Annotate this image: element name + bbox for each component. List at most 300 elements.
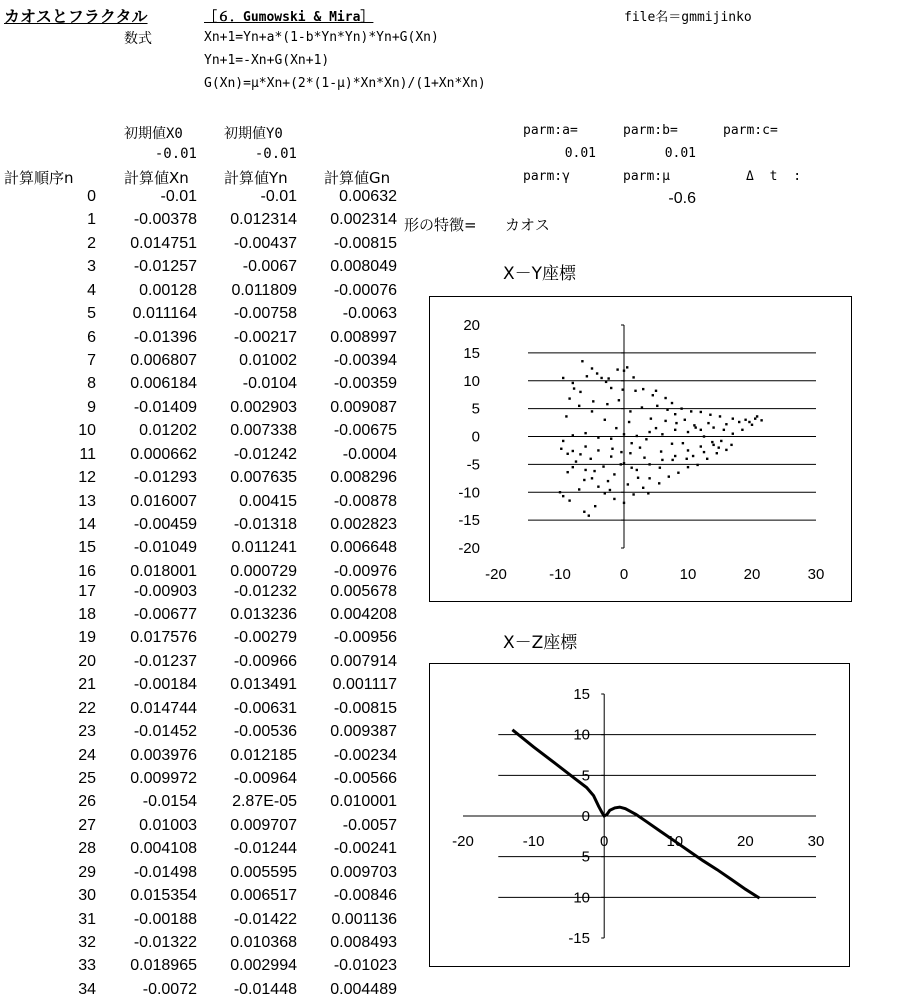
cell-xn[interactable]: 0.006807 — [130, 352, 197, 369]
row-index[interactable]: 22 — [78, 700, 96, 717]
row-index[interactable]: 15 — [78, 539, 96, 556]
data-point — [687, 449, 689, 451]
data-point — [643, 456, 645, 458]
data-point — [572, 450, 574, 452]
data-point — [568, 397, 570, 399]
row-index[interactable]: 16 — [78, 563, 96, 580]
data-point — [600, 377, 602, 379]
cell-yn[interactable]: 2.87E-05 — [232, 793, 297, 810]
cell-gn[interactable]: -0.00394 — [333, 352, 397, 369]
cell-gn[interactable]: 0.009387 — [330, 723, 397, 740]
row-index[interactable]: 11 — [79, 446, 96, 463]
data-point — [627, 483, 629, 485]
data-point — [622, 388, 624, 390]
cell-gn[interactable]: -0.00566 — [333, 770, 397, 787]
cell-xn[interactable]: 0.003976 — [130, 747, 197, 764]
chart-xz-plot — [430, 664, 849, 966]
param-dt-label: Δ t : — [746, 169, 806, 184]
data-point — [738, 421, 740, 423]
cell-xn[interactable]: 0.011164 — [132, 305, 197, 322]
cell-gn[interactable]: -0.00076 — [333, 282, 397, 299]
data-point — [648, 463, 650, 465]
cell-yn[interactable]: 0.00415 — [239, 493, 297, 510]
row-index[interactable]: 23 — [78, 723, 96, 740]
data-point — [628, 421, 630, 423]
row-index[interactable]: 32 — [78, 934, 96, 951]
cell-xn[interactable]: -0.01322 — [133, 934, 197, 951]
cell-xn[interactable]: -0.00459 — [133, 516, 197, 533]
data-point — [616, 368, 618, 370]
cell-xn[interactable]: -0.01409 — [133, 399, 197, 416]
data-point — [703, 435, 705, 437]
data-point — [725, 449, 727, 451]
data-point — [591, 477, 593, 479]
row-index[interactable]: 27 — [78, 817, 96, 834]
cell-yn[interactable]: -0.0067 — [242, 258, 297, 275]
cell-yn[interactable]: 0.002903 — [230, 399, 297, 416]
data-point — [655, 390, 657, 392]
x-tick-label: 20 — [743, 566, 761, 583]
data-point — [748, 421, 750, 423]
row-index[interactable]: 4 — [87, 282, 96, 299]
data-point — [666, 409, 668, 411]
data-point — [588, 514, 590, 516]
data-point — [664, 420, 666, 422]
data-point — [606, 403, 608, 405]
data-point — [562, 440, 564, 442]
data-point — [677, 472, 679, 474]
section-title: ［６．Gumowski & Mira］ — [204, 10, 374, 25]
cell-gn[interactable]: 0.008296 — [330, 469, 397, 486]
data-point — [636, 469, 638, 471]
cell-gn[interactable]: 0.008997 — [330, 329, 397, 346]
y-tick-label: -20 — [458, 540, 480, 557]
data-point — [584, 469, 586, 471]
data-point — [732, 417, 734, 419]
cell-xn[interactable]: -0.0072 — [142, 981, 197, 998]
data-point — [560, 448, 562, 450]
row-index[interactable]: 10 — [78, 422, 96, 439]
x-tick-label: 10 — [679, 566, 697, 583]
data-point — [730, 444, 732, 446]
cell-yn[interactable]: 0.011809 — [231, 282, 297, 299]
cell-gn[interactable]: -0.00976 — [333, 563, 397, 580]
cell-xn[interactable]: 0.015354 — [130, 887, 197, 904]
chart-xy-title: X－Y座標 — [503, 264, 577, 284]
formula-line-1: Xn+1=Yn+a*(1-b*Yn*Yn)*Yn+G(Xn) — [204, 30, 439, 45]
row-index[interactable]: 7 — [87, 352, 96, 369]
data-point — [687, 431, 689, 433]
cell-gn[interactable]: 0.002823 — [330, 516, 397, 533]
param-gamma-label: parm:γ — [523, 169, 570, 184]
cell-gn[interactable]: -0.00846 — [333, 887, 397, 904]
cell-gn[interactable]: -0.00241 — [333, 840, 397, 857]
cell-yn[interactable]: 0.013491 — [230, 676, 297, 693]
cell-xn[interactable]: -0.01257 — [133, 258, 197, 275]
row-index[interactable]: 2 — [87, 235, 96, 252]
data-point — [675, 422, 677, 424]
cell-gn[interactable]: -0.00956 — [333, 629, 397, 646]
data-point — [686, 458, 688, 460]
data-point — [613, 498, 615, 500]
data-point — [584, 445, 586, 447]
x-tick-label: -10 — [522, 833, 545, 850]
data-point — [594, 505, 596, 507]
cell-yn[interactable]: -0.00964 — [233, 770, 297, 787]
param-c-label: parm:c= — [723, 123, 778, 138]
cell-yn[interactable]: 0.010368 — [230, 934, 297, 951]
data-point — [566, 471, 568, 473]
data-point — [605, 381, 607, 383]
data-point — [641, 406, 643, 408]
y-tick-label: 20 — [463, 317, 480, 334]
row-index[interactable]: 14 — [78, 516, 96, 533]
cell-yn[interactable]: -0.00758 — [233, 305, 297, 322]
data-point — [590, 458, 592, 460]
data-point — [583, 511, 585, 513]
cell-gn[interactable]: -0.0063 — [342, 305, 397, 322]
y-tick-label: 0 — [471, 428, 480, 446]
data-point — [607, 480, 609, 482]
initial-x0-value[interactable]: -0.01 — [154, 146, 197, 162]
x-tick-label: -20 — [452, 833, 474, 850]
param-a-label: parm:a= — [523, 123, 578, 138]
cell-xn[interactable]: 0.014744 — [130, 700, 197, 717]
data-point — [696, 464, 698, 466]
row-index[interactable]: 26 — [78, 793, 96, 810]
chart-xy-box[interactable] — [429, 296, 852, 602]
page-title: カオスとフラクタル — [4, 7, 148, 26]
cell-gn[interactable]: -0.01023 — [333, 957, 397, 974]
cell-xn[interactable]: -0.00378 — [133, 211, 197, 228]
cell-xn[interactable]: 0.01003 — [139, 817, 197, 834]
cell-xn[interactable]: -0.00903 — [133, 583, 197, 600]
data-point — [712, 444, 714, 446]
data-point — [661, 459, 663, 461]
data-point — [712, 426, 714, 428]
y-tick-label: -5 — [466, 456, 480, 474]
cell-gn[interactable]: 0.009703 — [330, 864, 397, 881]
data-point — [611, 448, 613, 450]
y-tick-label: 5 — [581, 848, 590, 866]
data-point — [658, 482, 660, 484]
data-point — [566, 453, 568, 455]
cell-xn[interactable]: 0.017576 — [130, 629, 197, 646]
cell-yn[interactable]: 0.006517 — [230, 887, 297, 904]
data-point — [575, 460, 577, 462]
cell-xn[interactable]: 0.014751 — [130, 235, 197, 252]
formula-line-3: G(Xn)=μ*Xn+(2*(1-μ)*Xn*Xn)/(1+Xn*Xn) — [204, 76, 486, 91]
data-point — [579, 453, 581, 455]
header-n: 計算順序n — [4, 169, 74, 187]
row-index[interactable]: 21 — [78, 676, 96, 693]
y-tick-label: 10 — [573, 889, 590, 907]
row-index[interactable]: 33 — [78, 957, 96, 974]
data-point — [609, 489, 611, 491]
data-point — [660, 450, 662, 452]
row-index[interactable]: 8 — [87, 375, 96, 392]
file-name: file名＝gmmijinko — [624, 10, 752, 25]
cell-xn[interactable]: 0.01202 — [139, 422, 197, 439]
data-point — [751, 424, 753, 426]
data-point — [584, 432, 586, 434]
cell-yn[interactable]: -0.00631 — [233, 700, 297, 717]
data-point — [578, 488, 580, 490]
y-tick-label: -15 — [458, 512, 480, 530]
row-index[interactable]: 24 — [78, 747, 96, 764]
row-index[interactable]: 19 — [78, 629, 96, 646]
data-point — [610, 455, 612, 457]
row-index[interactable]: 34 — [78, 981, 96, 998]
cell-yn[interactable]: 0.012185 — [230, 747, 297, 764]
data-point — [647, 492, 649, 494]
cell-yn[interactable]: -0.00536 — [233, 723, 297, 740]
data-point — [655, 427, 657, 429]
y-tick-label: 10 — [463, 372, 480, 390]
data-point — [572, 434, 574, 436]
data-point — [716, 452, 718, 454]
data-point — [629, 452, 631, 454]
data-point — [579, 391, 581, 393]
data-point — [597, 449, 599, 451]
y-tick-label: -15 — [568, 930, 590, 947]
cell-yn[interactable]: -0.01244 — [233, 840, 297, 857]
cell-yn[interactable]: 0.013236 — [230, 606, 297, 623]
cell-gn[interactable]: 0.009087 — [330, 399, 397, 416]
data-point — [623, 433, 625, 435]
y-tick-label: 5 — [581, 767, 590, 785]
data-point — [602, 465, 604, 467]
row-index[interactable]: 29 — [78, 864, 96, 881]
chart-xz-box[interactable] — [429, 663, 850, 967]
cell-gn[interactable]: -0.0057 — [342, 817, 397, 834]
data-point — [610, 387, 612, 389]
cell-yn[interactable]: -0.00217 — [233, 329, 297, 346]
data-point — [741, 429, 743, 431]
cell-gn[interactable]: -0.00675 — [333, 422, 397, 439]
x-tick-label: -10 — [549, 566, 571, 583]
data-point — [682, 442, 684, 444]
data-point — [610, 438, 612, 440]
row-index[interactable]: 13 — [78, 493, 96, 510]
cell-yn[interactable]: -0.01422 — [233, 911, 297, 928]
cell-yn[interactable]: 0.011241 — [231, 539, 297, 556]
cell-xn[interactable]: -0.01452 — [133, 723, 197, 740]
cell-xn[interactable]: -0.00184 — [133, 676, 197, 693]
data-point — [692, 455, 694, 457]
data-point — [591, 367, 593, 369]
param-b-value[interactable]: 0.01 — [664, 146, 696, 161]
data-point — [565, 415, 567, 417]
row-index[interactable]: 31 — [78, 911, 96, 928]
data-point — [720, 440, 722, 442]
cell-xn[interactable]: 0.004108 — [130, 840, 197, 857]
x-tick-label: 30 — [807, 833, 825, 850]
row-index[interactable]: 18 — [78, 606, 96, 623]
data-point — [700, 411, 702, 413]
y-tick-label: 15 — [573, 686, 590, 703]
cell-xn[interactable]: 0.018965 — [130, 957, 197, 974]
cell-gn[interactable]: 0.001136 — [331, 911, 397, 928]
row-index[interactable]: 1 — [87, 211, 96, 228]
cell-xn[interactable]: -0.00677 — [133, 606, 197, 623]
cell-xn[interactable]: -0.01498 — [133, 864, 197, 881]
row-index[interactable]: 28 — [78, 840, 96, 857]
cell-gn[interactable]: 0.006648 — [330, 539, 397, 556]
cell-gn[interactable]: 0.010001 — [330, 793, 397, 810]
row-index[interactable]: 9 — [87, 399, 96, 416]
data-point — [694, 426, 696, 428]
cell-yn[interactable]: 0.007338 — [230, 422, 297, 439]
data-point — [674, 429, 676, 431]
data-point — [674, 455, 676, 457]
data-point — [744, 419, 746, 421]
cell-xn[interactable]: -0.01049 — [133, 539, 197, 556]
feature-value: カオス — [505, 216, 550, 234]
data-point — [623, 502, 625, 504]
cell-yn[interactable]: -0.00279 — [233, 629, 297, 646]
data-point — [639, 446, 641, 448]
data-point — [583, 479, 585, 481]
cell-gn[interactable]: 0.008049 — [330, 258, 397, 275]
row-index[interactable]: 5 — [87, 305, 96, 322]
cell-xn[interactable]: 0.009972 — [130, 770, 197, 787]
data-point — [707, 422, 709, 424]
cell-xn[interactable]: 0.000662 — [130, 446, 197, 463]
data-point — [604, 492, 606, 494]
data-point — [632, 493, 634, 495]
data-point — [632, 376, 634, 378]
cell-yn[interactable]: 0.012314 — [230, 211, 297, 228]
data-point — [690, 410, 692, 412]
cell-gn[interactable]: -0.00359 — [333, 375, 397, 392]
data-point — [760, 419, 762, 421]
cell-yn[interactable]: 0.01002 — [239, 352, 297, 369]
header-gn: 計算値Gn — [324, 169, 391, 187]
cell-gn[interactable]: -0.0004 — [342, 446, 397, 463]
data-point — [596, 372, 598, 374]
param-a-value[interactable]: 0.01 — [564, 146, 596, 161]
cell-xn[interactable]: -0.01293 — [133, 469, 197, 486]
data-point — [613, 473, 615, 475]
chart-xy-plot — [430, 297, 851, 601]
cell-yn[interactable]: -0.01 — [260, 188, 297, 205]
data-point — [671, 459, 673, 461]
initial-x0-label: 初期値X0 — [124, 126, 183, 142]
data-point — [559, 491, 561, 493]
data-point — [626, 366, 628, 368]
data-point — [642, 388, 644, 390]
cell-yn[interactable]: -0.01242 — [233, 446, 297, 463]
formula-line-2: Yn+1=-Xn+G(Xn+1) — [204, 53, 330, 68]
data-point — [607, 377, 609, 379]
cell-yn[interactable]: -0.00966 — [233, 653, 297, 670]
row-index[interactable]: 30 — [78, 887, 96, 904]
cell-gn[interactable]: 0.001117 — [332, 676, 397, 693]
cell-yn[interactable]: -0.00437 — [233, 235, 297, 252]
y-tick-label: -10 — [458, 484, 480, 502]
data-point — [597, 485, 599, 487]
row-index[interactable]: 20 — [78, 653, 96, 670]
cell-xn[interactable]: 0.016007 — [130, 493, 197, 510]
param-b-label: parm:b= — [623, 123, 678, 138]
data-point — [723, 429, 725, 431]
cell-yn[interactable]: 0.007635 — [230, 469, 297, 486]
data-point — [615, 427, 617, 429]
row-index[interactable]: 17 — [78, 583, 96, 600]
cell-xn[interactable]: -0.00188 — [133, 911, 197, 928]
cell-xn[interactable]: 0.00128 — [139, 282, 197, 299]
cell-xn[interactable]: -0.01237 — [133, 653, 197, 670]
row-index[interactable]: 3 — [87, 258, 96, 275]
series-line — [512, 730, 759, 898]
data-point — [636, 435, 638, 437]
row-index[interactable]: 6 — [87, 329, 96, 346]
cell-gn[interactable]: 0.002314 — [330, 211, 397, 228]
cell-gn[interactable]: -0.00234 — [333, 747, 397, 764]
data-point — [650, 417, 652, 419]
row-index[interactable]: 0 — [87, 188, 96, 205]
cell-gn[interactable]: 0.00632 — [339, 188, 397, 205]
data-point — [656, 405, 658, 407]
cell-gn[interactable]: -0.00878 — [333, 493, 397, 510]
data-point — [754, 417, 756, 419]
row-index[interactable]: 25 — [78, 770, 96, 787]
cell-xn[interactable]: 0.018001 — [130, 563, 197, 580]
initial-y0-label: 初期値Y0 — [224, 126, 283, 142]
data-point — [623, 462, 625, 464]
cell-gn[interactable]: 0.004489 — [330, 981, 397, 998]
row-index[interactable]: 12 — [78, 469, 96, 486]
cell-xn[interactable]: -0.0154 — [142, 793, 197, 810]
cell-yn[interactable]: -0.0104 — [242, 375, 297, 392]
data-point — [620, 451, 622, 453]
initial-y0-value[interactable]: -0.01 — [254, 146, 297, 162]
cell-gn[interactable]: 0.004208 — [330, 606, 397, 623]
cell-yn[interactable]: 0.009707 — [230, 817, 297, 834]
data-point — [562, 495, 564, 497]
cell-gn[interactable]: -0.00815 — [333, 235, 397, 252]
data-point — [648, 477, 650, 479]
cell-yn[interactable]: 0.002994 — [230, 957, 297, 974]
data-point — [562, 377, 564, 379]
param-mu-value[interactable]: -0.6 — [668, 190, 696, 207]
data-point — [756, 415, 758, 417]
x-tick-label: -20 — [485, 566, 507, 583]
cell-yn[interactable]: -0.01232 — [233, 583, 297, 600]
param-mu-label: parm:μ — [623, 169, 670, 184]
cell-gn[interactable]: -0.00815 — [333, 700, 397, 717]
cell-gn[interactable]: 0.007914 — [330, 653, 397, 670]
cell-xn[interactable]: -0.01 — [160, 188, 197, 205]
cell-yn[interactable]: 0.005595 — [230, 864, 297, 881]
cell-yn[interactable]: -0.01448 — [233, 981, 297, 998]
cell-xn[interactable]: 0.006184 — [130, 375, 197, 392]
data-point — [645, 438, 647, 440]
data-point — [593, 470, 595, 472]
cell-xn[interactable]: -0.01396 — [133, 329, 197, 346]
cell-yn[interactable]: 0.000729 — [230, 563, 297, 580]
data-point — [642, 487, 644, 489]
cell-gn[interactable]: 0.005678 — [330, 583, 397, 600]
data-point — [568, 499, 570, 501]
cell-yn[interactable]: -0.01318 — [233, 516, 297, 533]
data-point — [718, 446, 720, 448]
cell-gn[interactable]: 0.008493 — [330, 934, 397, 951]
data-point — [604, 419, 606, 421]
data-point — [680, 407, 682, 409]
formula-label: 数式 — [124, 31, 152, 47]
